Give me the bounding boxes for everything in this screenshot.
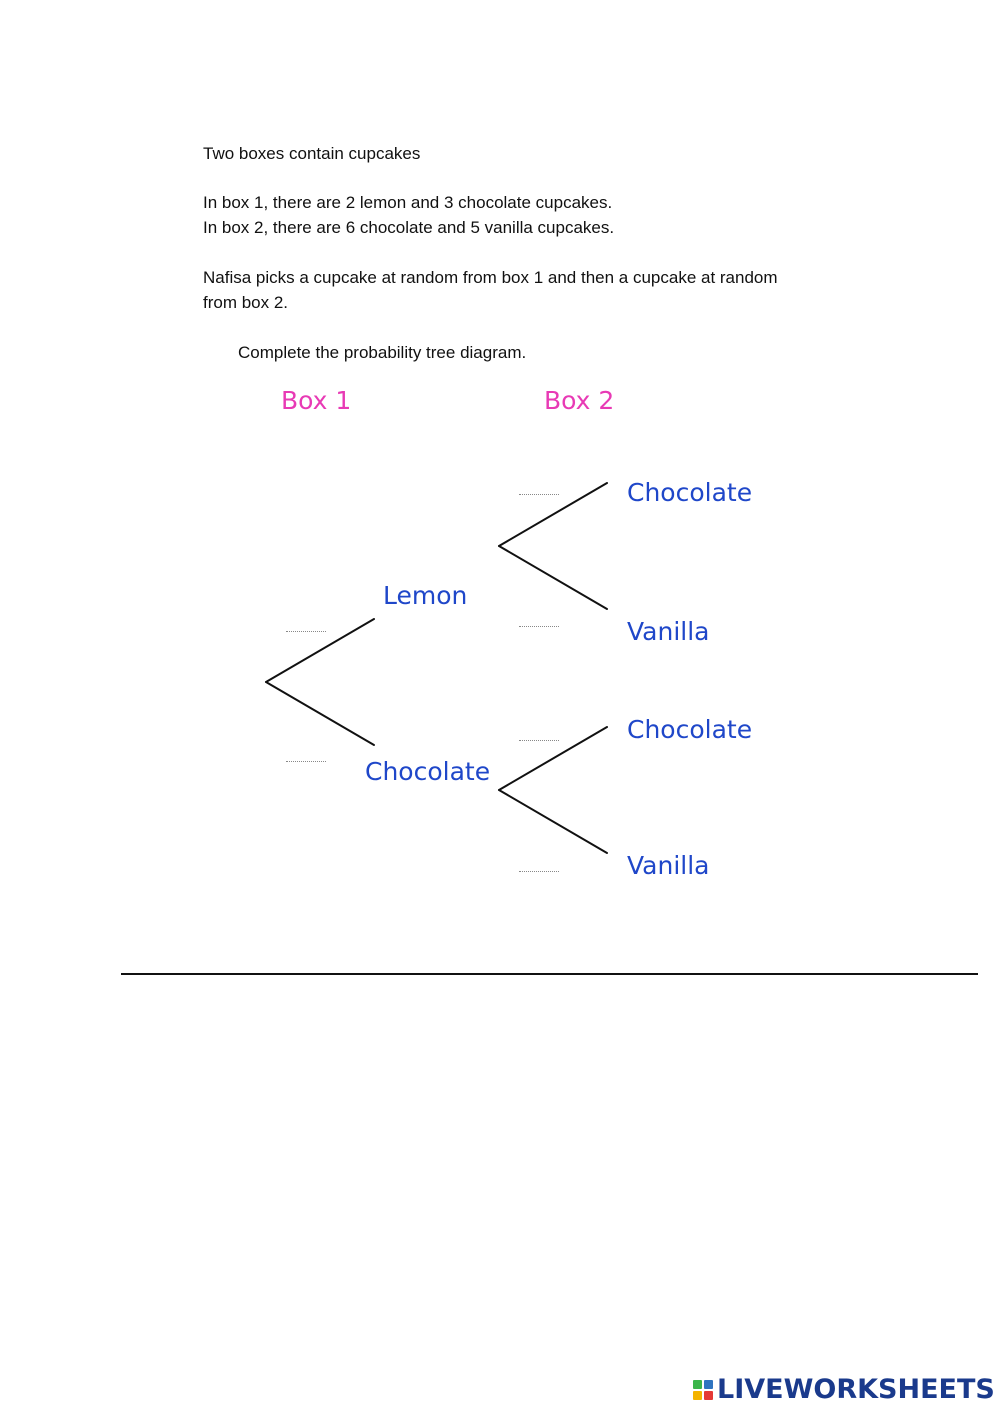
node-lemon-vanilla: Vanilla [627, 617, 710, 646]
probability-input-lemon-chocolate[interactable] [519, 480, 559, 495]
logo-brand-text: LIVEWORKSHEETS [717, 1374, 995, 1405]
branch-lemon-to-vanilla [499, 546, 607, 609]
probability-input-lemon[interactable] [286, 617, 326, 632]
instruction: Complete the probability tree diagram. [238, 343, 527, 362]
probability-input-lemon-vanilla[interactable] [519, 612, 559, 627]
branch-chocolate-to-vanilla [499, 790, 607, 853]
node-lemon: Lemon [383, 581, 468, 610]
node-chocolate-chocolate: Chocolate [627, 715, 753, 744]
box-1-label: Box 1 [281, 386, 352, 415]
problem-line-3: In box 2, there are 6 chocolate and 5 vanilla cupcakes. [203, 218, 615, 237]
horizontal-divider [121, 973, 978, 975]
problem-line-1: Two boxes contain cupcakes [203, 144, 421, 163]
probability-input-chocolate-vanilla[interactable] [519, 857, 559, 872]
node-lemon-chocolate: Chocolate [627, 478, 753, 507]
problem-line-2: In box 1, there are 2 lemon and 3 chocolate cupcakes. [203, 193, 613, 212]
probability-input-chocolate-box1[interactable] [286, 747, 326, 762]
logo-mark-icon [693, 1380, 713, 1400]
problem-line-5: from box 2. [203, 293, 289, 312]
box-2-label: Box 2 [544, 386, 615, 415]
node-chocolate-box1: Chocolate [365, 757, 491, 786]
liveworksheets-logo [693, 1374, 995, 1405]
probability-input-chocolate-chocolate[interactable] [519, 726, 559, 741]
node-chocolate-vanilla: Vanilla [627, 851, 710, 880]
problem-line-4: Nafisa picks a cupcake at random from box 1 and then a cupcake at random [203, 268, 778, 287]
branch-root-to-chocolate [266, 682, 374, 745]
